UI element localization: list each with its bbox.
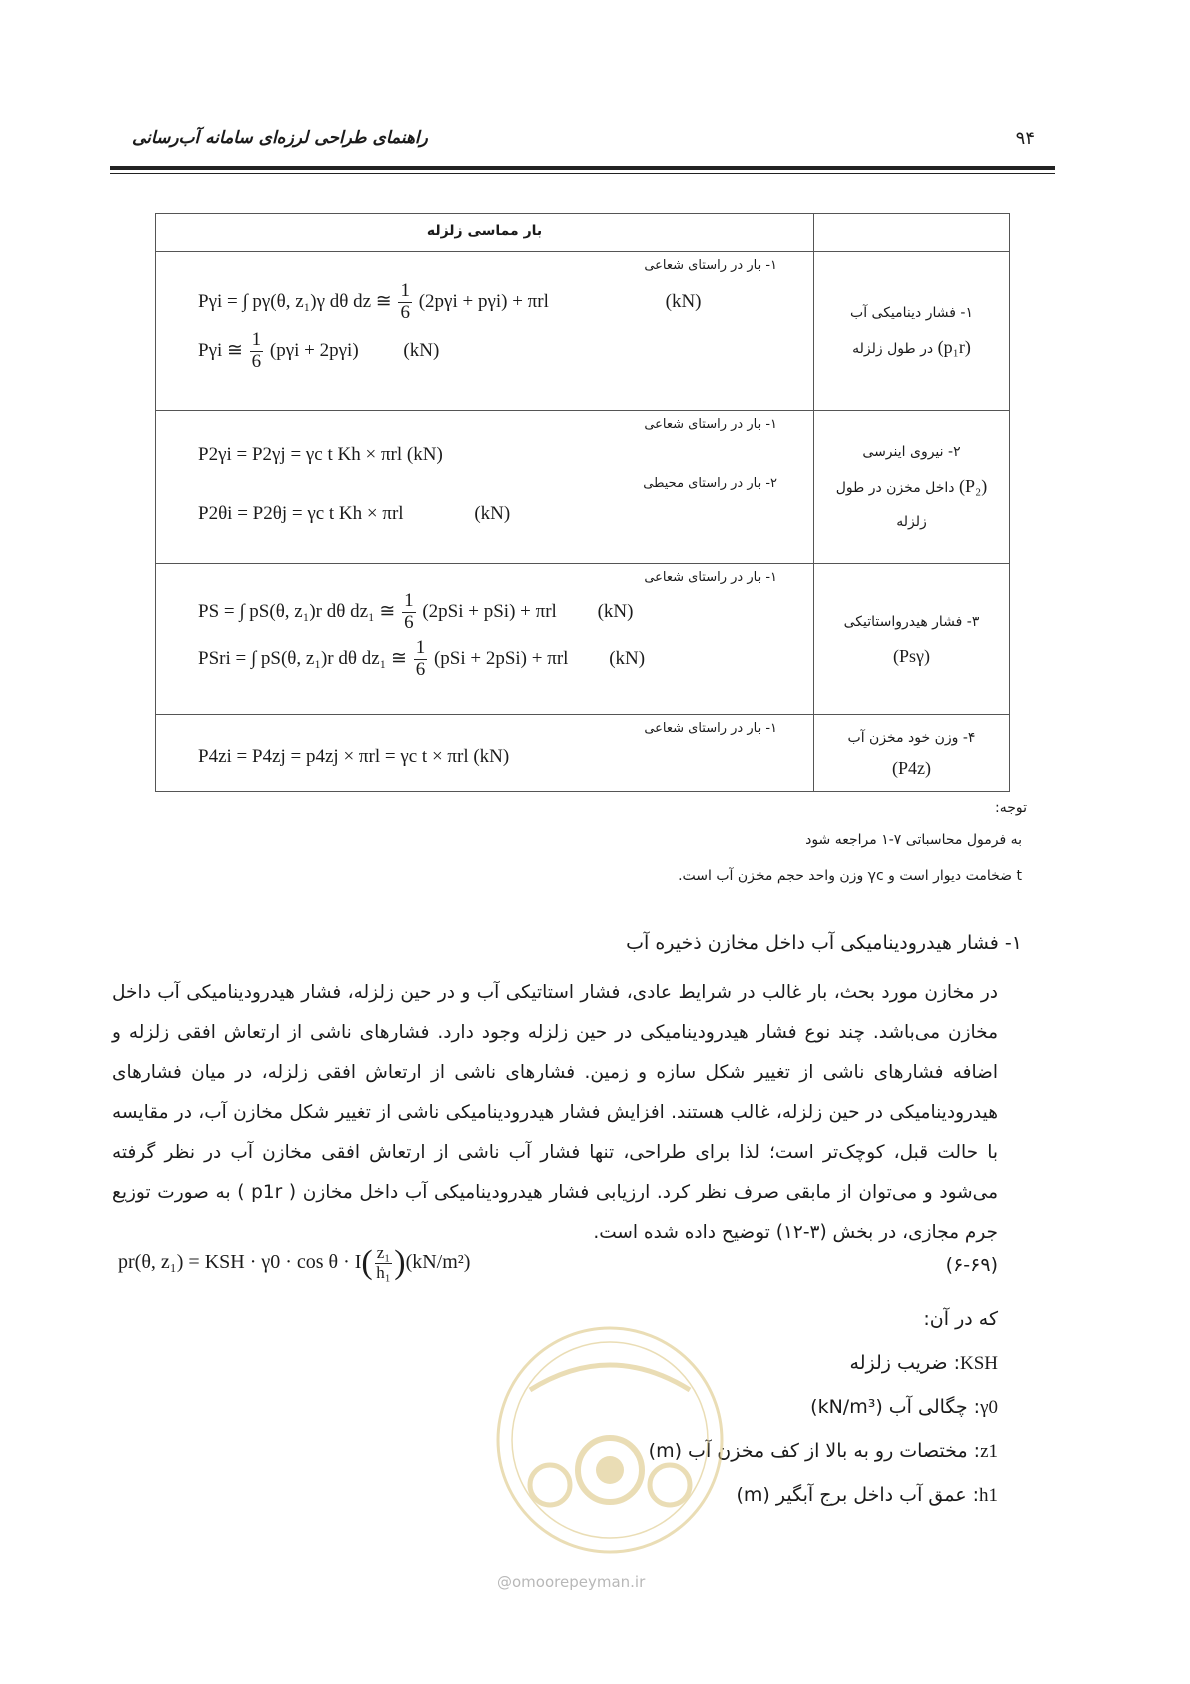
row-label-text: زلزله [896, 514, 927, 530]
row-label-text: (P₂) داخل مخزن در طول [835, 476, 988, 496]
table-header-row [156, 214, 1010, 252]
load-table [155, 213, 1010, 792]
table-row [156, 411, 1010, 564]
definitions-intro: که در آن: [923, 1308, 998, 1330]
subheading: ۲- بار در راستای محیطی [643, 476, 777, 491]
row-label [814, 411, 1010, 564]
row-label-symbol: (P4z) [892, 758, 931, 778]
subheading: ۱- بار در راستای شعاعی [644, 721, 777, 736]
table-row [156, 564, 1010, 715]
row-label-text: ۱- فشار دینامیکی آب [850, 305, 973, 321]
row-label-symbol: (Psγ) [893, 646, 930, 666]
equation: PSri = ∫ pS(θ, z₁)r dθ dz₁ ≅ $\frac{1}{6}$ (pSi + 2pSi) + πrl (kN) [198, 636, 646, 680]
equation: Pγi = ∫ pγ(θ, z₁)γ dθ dz ≅ $\frac{1}{6}$ (2pγi + pγi) + πrl (kN) [198, 280, 702, 323]
equation-number: (۶-۶۹) [945, 1254, 998, 1276]
row-label-text: ۲- نیروی اینرسی [862, 444, 961, 460]
definition-item: z1: مختصات رو به بالا از کف مخزن آب (m) [648, 1440, 998, 1462]
row-label [814, 715, 1010, 792]
row-content [156, 715, 814, 792]
page-number: ۹۴ [1015, 128, 1035, 149]
definition-item: h1: عمق آب داخل برج آبگیر (m) [736, 1484, 998, 1506]
watermark-url: @omoorepeyman.ir [497, 1573, 646, 1591]
note-line: به فرمول محاسباتی ۷-۱ مراجعه شود [805, 832, 1022, 848]
row-label [814, 564, 1010, 715]
equation: Pγi ≅ $\frac{1}{6}$ (pγi + 2pγi) (kN) [198, 328, 440, 372]
table-heading: بار مماسی زلزله [156, 214, 814, 252]
row-content [156, 411, 814, 564]
running-title: راهنمای طراحی لرزه‌ای سامانه آب‌رسانی [132, 128, 428, 148]
body-paragraph: در مخازن مورد بحث، بار غالب در شرایط عادی، فشار استاتیکی آب و در حین زلزله، فشار هیدرودینامیکی آب داخل مخازن می‌باشد. چند نوع فشار هیدرودینامیکی در حین زلزله وجود دارد. فشارهای ناشی از ارتعاش افقی زلزله و اضافه فشارهای ناشی از تغییر شکل سازه و زمین. فشارهای ناشی از ارتعاش افقی زلزله، در میان فشارهای هیدرودینامیکی در حین زلزله، غالب هستند. افزایش فشار هیدرودینامیکی ناشی از تغییر شکل مخازن آب، در مقایسه با حالت قبل، کوچک‌تر است؛ لذا برای طراحی، تنها فشار آب ناشی از ارتعاش افقی مخازن آب در نظر گرفته می‌شود و می‌توان از مابقی صرف نظر کرد. ارزیابی فشار هیدرودینامیکی آب داخل مخازن ( p1r ) به صورت توزیع جرم مجازی، در بخش (۳-۱۲) توضیح داده شده است. [112, 982, 999, 1243]
row-content [156, 252, 814, 411]
subheading: ۱- بار در راستای شعاعی [644, 258, 777, 273]
table-row [156, 715, 1010, 792]
row-label-text: ۳- فشار هیدرواستاتیکی [843, 614, 980, 630]
subheading: ۱- بار در راستای شعاعی [644, 417, 777, 432]
header-rule-thick [110, 166, 1055, 170]
equation-69: pr(θ, z₁) = KSH · γ0 · cos θ · I( $\frac{\text{z₁}}{\text{h₁}}$ )(kN/m²) [118, 1243, 471, 1282]
page-header [110, 128, 1055, 158]
note-line: t ضخامت دیوار است و γc وزن واحد حجم مخزن آب است. [678, 868, 1022, 884]
row-label-text: ۴- وزن خود مخزن آب [847, 730, 976, 746]
table-header-empty [814, 214, 1010, 252]
subheading: ۱- بار در راستای شعاعی [644, 570, 777, 585]
note-label: توجه: [994, 800, 1027, 816]
definition-item: KSH: ضریب زلزله [849, 1352, 998, 1374]
table-row [156, 252, 1010, 411]
equation: P2γi = P2γj = γc t Kh × πrl (kN) [198, 444, 443, 465]
watermark-logo [490, 1320, 730, 1580]
row-label-text: (p₁r) در طول زلزله [852, 337, 971, 357]
row-label [814, 252, 1010, 411]
equation: P4zi = P4zj = p4zj × πrl = γc t × πrl (kN) [198, 746, 510, 767]
equation: P2θi = P2θj = γc t Kh × πrl (kN) [198, 503, 511, 524]
section-heading: ۱- فشار هیدرودینامیکی آب داخل مخازن ذخیره آب [626, 932, 1022, 954]
row-content [156, 564, 814, 715]
equation: PS = ∫ pS(θ, z₁)r dθ dz₁ ≅ $\frac{1}{6}$ (2pSi + pSi) + πrl (kN) [198, 590, 634, 633]
header-rule-thin [110, 173, 1055, 174]
definition-item: γ0: چگالی آب (kN/m³) [810, 1396, 998, 1418]
